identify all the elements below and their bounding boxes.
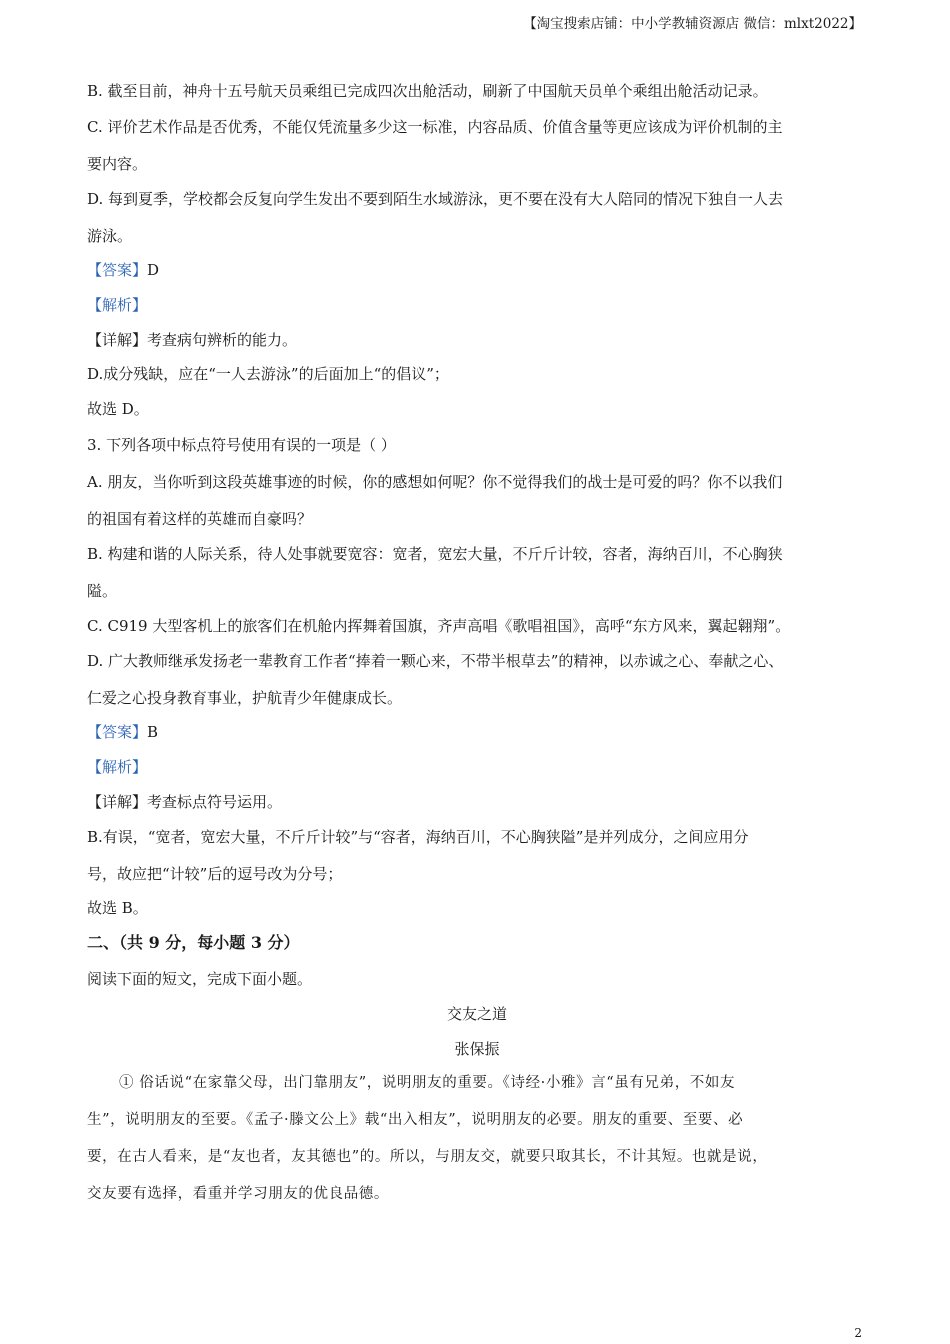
q2-option-c-line2: 要内容。 [87,155,148,173]
q3-stem: 3. 下列各项中标点符号使用有误的一项是（ ） [87,436,396,454]
passage-para1-line2: 生”，说明朋友的至要。《孟子·滕文公上》载“出入相友”，说明朋友的必要。朋友的重要、至要、必 [87,1112,744,1128]
q3-analysis-tag: 【解析】 [87,758,148,776]
page-number: 2 [854,1326,862,1340]
q3-option-a-line2: 的祖国有着这样的英雄而自豪吗？ [87,510,313,528]
q2-conclusion: 故选 D。 [87,400,149,418]
q2-answer [87,260,159,280]
q3-conclusion: 故选 B。 [87,899,148,917]
q3-detail: 【详解】考查标点符号运用。 [87,793,283,811]
q3-option-b-line2: 隘。 [87,582,118,600]
q2-option-d-line2: 游泳。 [87,227,133,245]
q3-answer [87,722,158,742]
answer-value: B [147,723,159,741]
q2-explain: D.成分残缺，应在“一人去游泳”的后面加上“的倡议”； [87,365,449,383]
passage-para1-line1: ① 俗话说“在家靠父母，出门靠朋友”，说明朋友的重要。《诗经·小雅》言“虽有兄弟，不如友 [119,1075,736,1091]
q2-detail: 【详解】考查病句辨析的能力。 [87,331,298,349]
q3-explain-line2: 号，故应把“计较”后的逗号改为分号； [87,865,343,883]
q2-option-d-line1: D. 每到夏季，学校都会反复向学生发出不要到陌生水域游泳，更不要在没有大人陪同的情况下独自一人去 [87,190,784,208]
q3-option-c: C. C919 大型客机上的旅客们在机舱内挥舞着国旗，齐声高唱《歌唱祖国》，高呼“东方风来，翼起翱翔”。 [87,617,791,635]
answer-value: D [147,261,160,279]
q3-explain-line1: B.有误，“宽者，宽宏大量，不斤斤计较”与“容者，海纳百川，不心胸狭隘”是并列成分，之间应用分 [87,828,749,846]
q3-option-d-line1: D. 广大教师继承发扬老一辈教育工作者“捧着一颗心来，不带半根草去”的精神，以赤诚之心、奉献之心、 [87,652,784,670]
passage-author: 张保振 [454,1040,500,1058]
passage-para1-line4: 交友要有选择，看重并学习朋友的优良品德。 [87,1186,389,1202]
q3-option-b-line1: B. 构建和谐的人际关系，待人处事就要宽容：宽者，宽宏大量，不斤斤计较，容者，海纳百川，不心胸狭 [87,545,783,563]
q3-option-d-line2: 仁爱之心投身教育事业，护航青少年健康成长。 [87,689,403,707]
passage-title: 交友之道 [446,1005,507,1023]
q2-analysis-tag: 【解析】 [87,296,148,314]
passage-para1-line3: 要，在古人看来，是“友也者，友其德也”的。所以，与朋友交，就要只取其长，不计其短。也就是说， [87,1149,768,1165]
section-heading: 二、（共 9 分，每小题 3 分） [87,933,300,952]
q2-option-b: B. 截至目前，神舟十五号航天员乘组已完成四次出舱活动，刷新了中国航天员单个乘组出舱活动记录。 [87,82,768,100]
answer-tag: 【答案】 [87,723,148,741]
answer-tag: 【答案】 [87,261,148,279]
section-instruction: 阅读下面的短文，完成下面小题。 [87,970,313,988]
page-header: 【淘宝搜索店铺：中小学教辅资源店 微信：mlxt2022】 [523,16,862,32]
q2-option-c-line1: C. 评价艺术作品是否优秀，不能仅凭流量多少这一标准，内容品质、价值含量等更应该成为评价机制的主 [87,118,783,136]
q3-option-a-line1: A. 朋友，当你听到这段英雄事迹的时候，你的感想如何呢？你不觉得我们的战士是可爱的吗？你不以我们 [87,473,783,491]
